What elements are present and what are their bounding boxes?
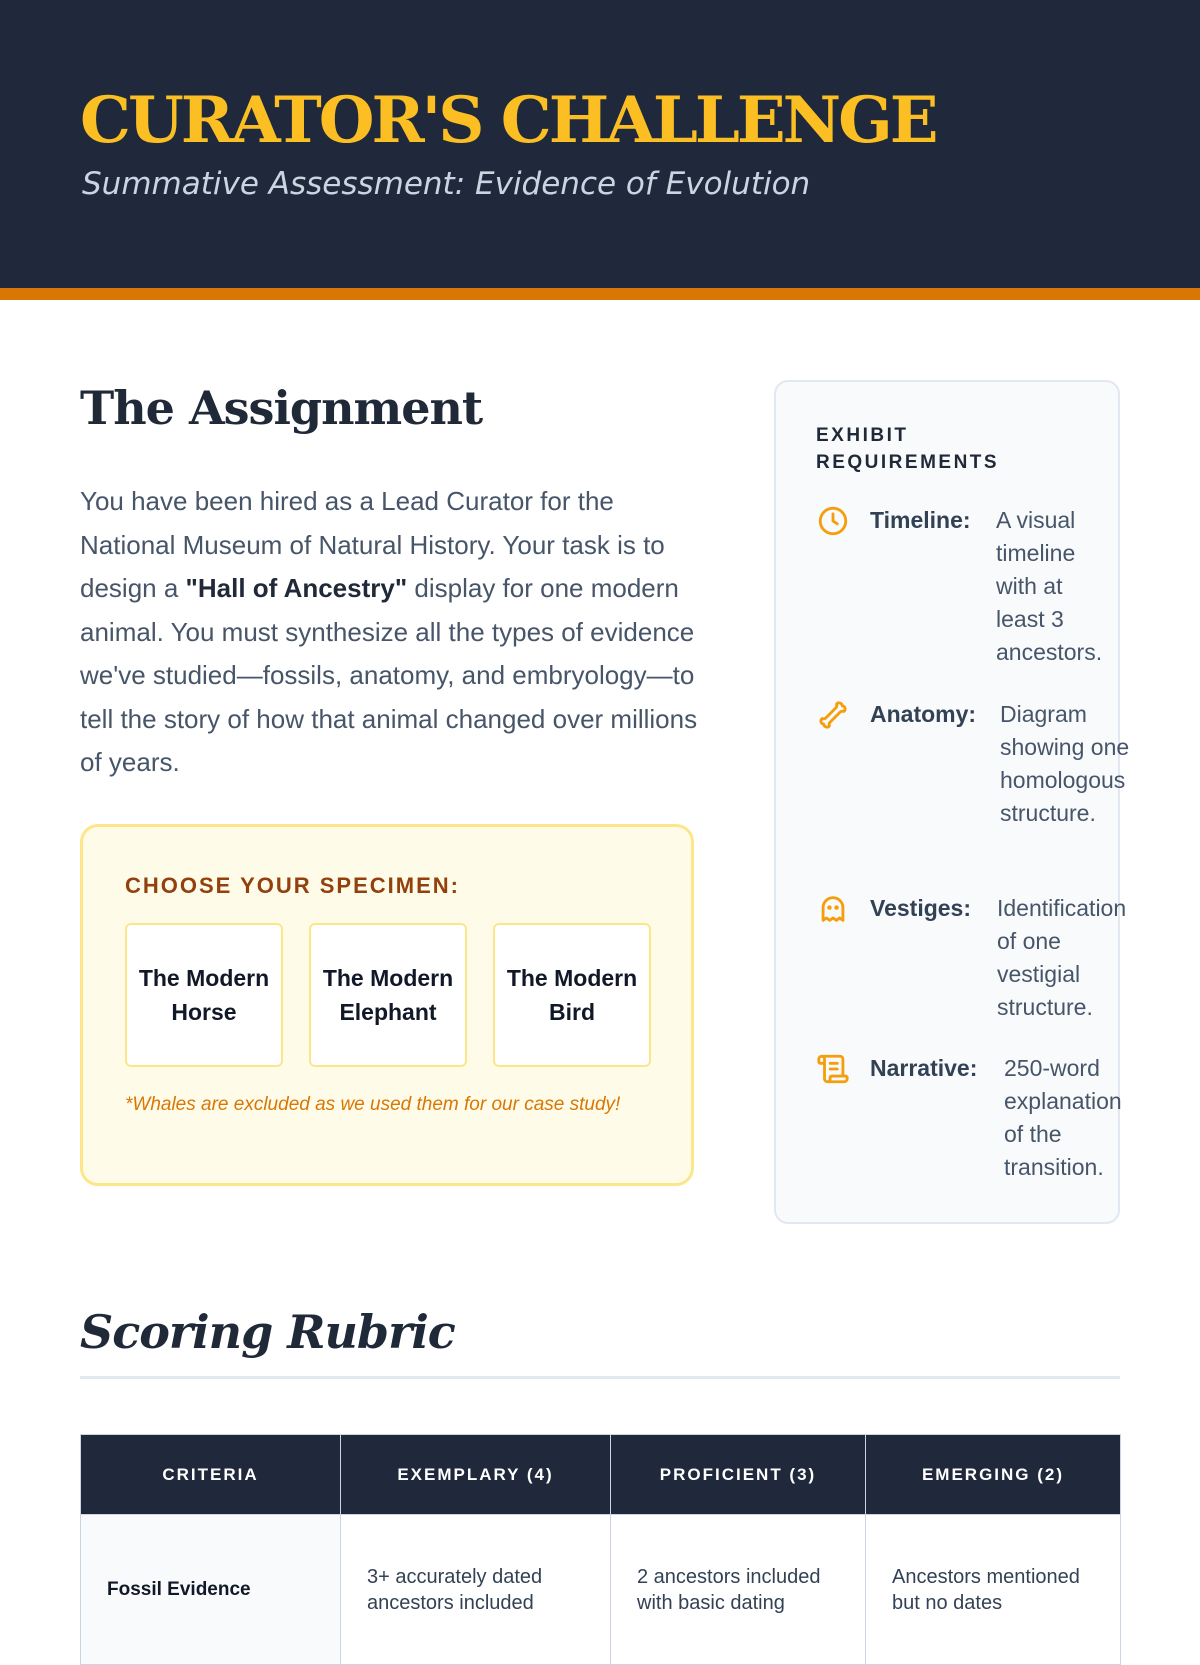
table-row bbox=[81, 1515, 1121, 1665]
rubric-cell-exemplary: 3+ accurately dated ancestors included bbox=[341, 1515, 611, 1665]
rubric-cell-proficient: 2 ancestors included with basic dating bbox=[611, 1515, 866, 1665]
specimen-option-horse[interactable]: The Modern Horse bbox=[125, 923, 283, 1067]
requirements-title: EXHIBIT REQUIREMENTS bbox=[816, 425, 1000, 473]
ghost-icon bbox=[816, 892, 850, 926]
rubric-heading: Scoring Rubric bbox=[80, 1305, 455, 1359]
header-accent-bar bbox=[0, 288, 1200, 300]
rubric-cell-emerging: Ancestors mentioned but no dates bbox=[866, 1515, 1121, 1665]
specimen-option-bird[interactable]: The Modern Bird bbox=[493, 923, 651, 1067]
specimen-label: CHOOSE YOUR SPECIMEN: bbox=[125, 873, 460, 898]
page-title: CURATOR'S CHALLENGE bbox=[80, 83, 936, 158]
rubric-cell-criteria: Fossil Evidence bbox=[81, 1515, 341, 1665]
header-banner bbox=[0, 0, 1200, 288]
rubric-col-proficient: PROFICIENT (3) bbox=[611, 1435, 866, 1515]
requirement-text-vestiges: Identification of one vestigial structure. bbox=[997, 895, 1127, 1020]
exhibit-requirements-panel bbox=[774, 380, 1130, 1224]
assignment-body-pre: You have been hired as a Lead Curator for the National Museum of Natural History. Your task is to design a bbox=[80, 486, 665, 603]
requirement-text-anatomy: Diagram showing one homologous structure. bbox=[1000, 701, 1130, 826]
specimen-option-elephant[interactable]: The Modern Elephant bbox=[309, 923, 467, 1067]
bone-icon bbox=[816, 698, 850, 732]
assignment-body bbox=[80, 480, 700, 785]
scroll-icon bbox=[816, 1052, 850, 1086]
rubric-header-row bbox=[81, 1435, 1121, 1515]
assignment-body-bold: "Hall of Ancestry" bbox=[185, 573, 408, 603]
rubric-col-emerging: EMERGING (2) bbox=[866, 1435, 1121, 1515]
assignment-body-post: display for one modern animal. You must synthesize all the types of evidence we've studied—fossils, anatomy, and embryology—to tell the story of how that animal changed over millions of years. bbox=[80, 573, 698, 777]
rubric-divider bbox=[80, 1376, 1120, 1379]
requirement-text-narrative: 250-word explanation of the transition. bbox=[1004, 1055, 1122, 1180]
rubric-table bbox=[80, 1434, 1121, 1665]
rubric-col-criteria: CRITERIA bbox=[81, 1435, 341, 1515]
page-subtitle: Summative Assessment: Evidence of Evolution bbox=[82, 166, 811, 202]
rubric-col-exemplary: EXEMPLARY (4) bbox=[341, 1435, 611, 1515]
clock-icon bbox=[816, 504, 850, 538]
requirement-text-timeline: A visual timeline with at least 3 ancestors. bbox=[996, 507, 1103, 665]
requirement-label-vestiges: Vestiges: bbox=[870, 895, 971, 921]
specimen-note: *Whales are excluded as we used them for our case study! bbox=[125, 1094, 621, 1115]
requirement-label-timeline: Timeline: bbox=[870, 507, 971, 533]
requirement-label-anatomy: Anatomy: bbox=[870, 701, 977, 727]
specimen-chooser bbox=[80, 824, 694, 1186]
assignment-heading: The Assignment bbox=[80, 381, 483, 435]
requirement-label-narrative: Narrative: bbox=[870, 1055, 978, 1081]
